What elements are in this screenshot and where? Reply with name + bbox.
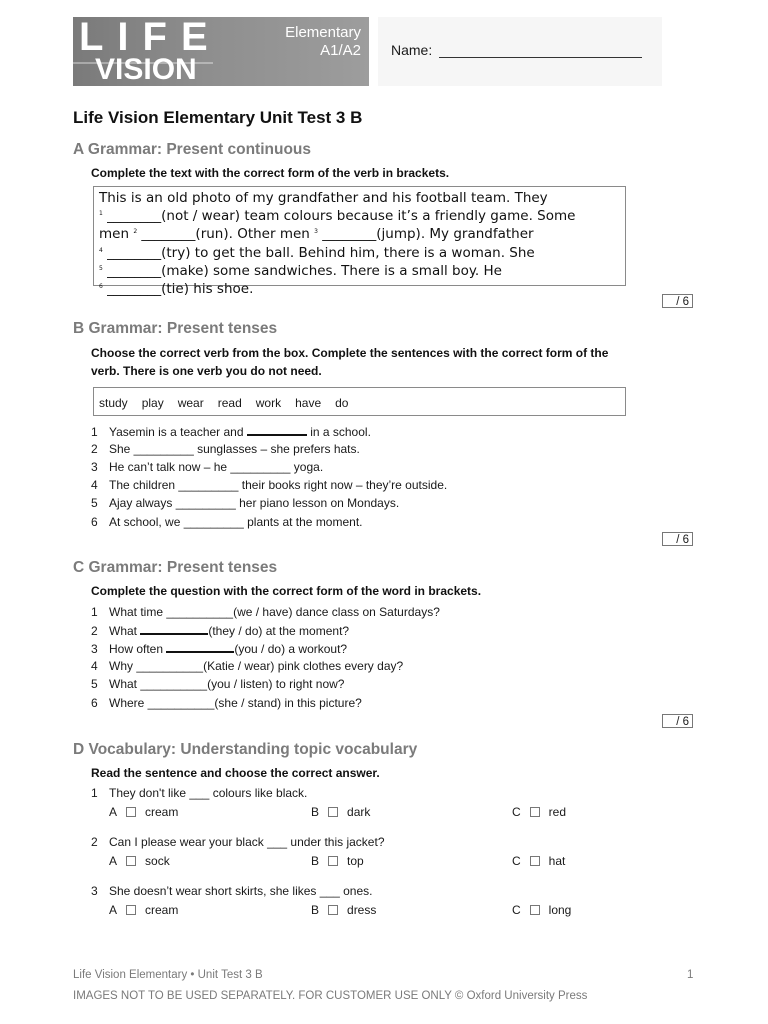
word-wear: wear [177, 396, 204, 410]
passage-line: $^4$ ________(try) to get the ball. Behind him, there is a woman. She [99, 244, 535, 261]
option-c[interactable]: C red [512, 805, 567, 819]
word-have: have [295, 396, 322, 410]
option-b[interactable]: B dress [311, 903, 377, 917]
checkbox[interactable] [126, 856, 136, 866]
name-label: Name: [391, 42, 433, 58]
level-label: Elementary [285, 24, 361, 41]
list-item: 5 What __________(you / listen) to right now? [91, 677, 345, 691]
word-play: play [141, 396, 164, 410]
passage-line: $^6$ ________(tie) his shoe. [99, 281, 254, 298]
checkbox[interactable] [530, 856, 540, 866]
list-item: 1 Yasemin is a teacher and in a school. [91, 425, 371, 439]
checkbox[interactable] [328, 807, 338, 817]
section-d-heading: D Vocabulary: Understanding topic vocabulary [73, 741, 418, 758]
list-item: 4 Why __________(Katie / wear) pink clothes every day? [91, 659, 404, 673]
checkbox[interactable] [328, 905, 338, 915]
checkbox[interactable] [126, 807, 136, 817]
section-c-instruction: Complete the question with the correct form of the word in brackets. [91, 584, 482, 598]
section-a-score-box[interactable]: / 6 [662, 294, 693, 308]
list-item: 2 What (they / do) at the moment? [91, 624, 350, 638]
list-item: 3 How often (you / do) a workout? [91, 642, 348, 656]
question-text: 2 Can I please wear your black ___ under this jacket? [91, 835, 385, 849]
answer-blank[interactable] [166, 641, 234, 653]
passage-line: $^5$ ________(make) some sandwiches. There is a small boy. He [99, 262, 502, 279]
option-b[interactable]: B top [311, 854, 364, 868]
page-title: Life Vision Elementary Unit Test 3 B [73, 108, 363, 127]
question-text: 1 They don't like ___ colours like black. [91, 786, 308, 800]
word-read: read [217, 396, 242, 410]
checkbox[interactable] [530, 905, 540, 915]
answer-blank[interactable] [140, 623, 208, 635]
logo-banner [73, 17, 369, 86]
option-c[interactable]: C long [512, 903, 572, 917]
section-d-instruction: Read the sentence and choose the correct answer. [91, 766, 380, 780]
option-a[interactable]: A cream [109, 805, 179, 819]
section-a-passage[interactable] [93, 186, 626, 298]
word-box [93, 387, 626, 416]
section-a-heading: A Grammar: Present continuous [73, 141, 312, 158]
word-study: study [99, 396, 128, 410]
section-c-heading: C Grammar: Present tenses [73, 559, 278, 576]
section-b-heading: B Grammar: Present tenses [73, 320, 278, 337]
list-item: 5 Ajay always _________ her piano lesson on Mondays. [91, 496, 400, 510]
option-c[interactable]: C hat [512, 854, 566, 868]
section-b-instruction-2: verb. There is one verb you do not need. [91, 364, 322, 378]
list-item: 3 He can’t talk now – he _________ yoga. [91, 460, 324, 474]
option-a[interactable]: A cream [109, 903, 179, 917]
word-do: do [335, 396, 349, 410]
list-item: 6 At school, we _________ plants at the moment. [91, 515, 363, 529]
list-item: 4 The children _________ their books right now – they’re outside. [91, 478, 448, 492]
page-number: 1 [687, 969, 694, 981]
option-b[interactable]: B dark [311, 805, 371, 819]
footer-title: Life Vision Elementary • Unit Test 3 B [73, 969, 263, 981]
word-work: work [255, 396, 282, 410]
copyright-notice: IMAGES NOT TO BE USED SEPARATELY. FOR CUSTOMER USE ONLY © Oxford University Press [73, 990, 588, 1002]
question-text: 3 She doesn’t wear short skirts, she likes ___ ones. [91, 884, 373, 898]
passage-line: $^1$ ________(not / wear) team colours because it’s a friendly game. Some [99, 208, 576, 225]
checkbox[interactable] [328, 856, 338, 866]
passage-line: men $^2$ ________(run). Other men $^3$ ________(jump). My grandfather [99, 226, 534, 243]
section-c-score-box[interactable]: / 6 [662, 714, 693, 728]
list-item: 6 Where __________(she / stand) in this picture? [91, 696, 362, 710]
answer-blank[interactable] [247, 424, 307, 436]
checkbox[interactable] [126, 905, 136, 915]
checkbox[interactable] [530, 807, 540, 817]
section-a-instruction: Complete the text with the correct form of the verb in brackets. [91, 166, 450, 180]
section-b-instruction-1: Choose the correct verb from the box. Complete the sentences with the correct form of the [91, 346, 609, 360]
name-field-box [378, 17, 662, 86]
name-input-line[interactable] [439, 57, 642, 58]
passage-line: This is an old photo of my grandfather and his football team. They [99, 190, 548, 206]
list-item: 2 She _________ sunglasses – she prefers hats. [91, 442, 360, 456]
logo-life-text: LIFE [79, 15, 222, 59]
logo-vision-text: VISION [95, 53, 197, 86]
option-a[interactable]: A sock [109, 854, 170, 868]
level-code: A1/A2 [320, 42, 361, 59]
list-item: 1 What time __________(we / have) dance class on Saturdays? [91, 605, 440, 619]
section-b-score-box[interactable]: / 6 [662, 532, 693, 546]
